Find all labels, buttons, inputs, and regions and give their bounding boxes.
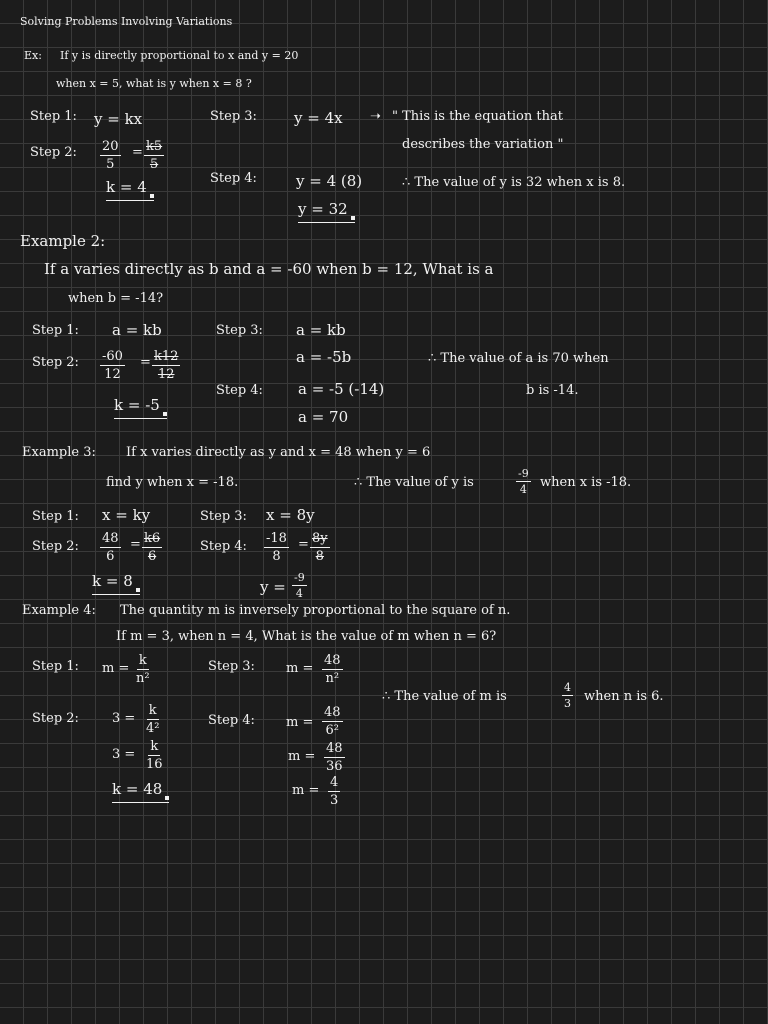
ex1-step3-equation: y = 4x [294,109,343,127]
ex3-problem-line1: If x varies directly as y and x = 48 when y = 6 [126,445,431,460]
ex2-step2-equals: = [140,355,151,370]
ex3-step1-equation: x = ky [102,506,151,524]
ex4-step4c-fraction: $\frac{4}{3}$ [330,775,339,808]
ex4-problem-line2: If m = 3, when n = 4, What is the value of m when n = 6? [116,629,497,644]
ex4-step3-label: Step 3: [208,659,255,674]
ex4-step1-label: Step 1: [32,659,79,674]
ex2-step2-fraction-left: $\frac{-60}{12}$ [102,349,123,382]
ex4-problem-line1: The quantity m is inversely proportional to the square of n. [120,603,511,618]
ex1-step3-note-line2: describes the variation " [402,137,564,152]
ex4-step2-fraction: $\frac{k}{\text{4²}}$ [146,703,160,736]
ex4-step3-lhs: m = [286,661,314,676]
ex3-conclusion-pre: ∴ The value of y is [354,475,474,490]
ex4-conclusion-post: when n is 6. [584,689,664,704]
ex1-step3-note-line1: " This is the equation that [392,109,563,124]
ex2-step1-equation: a = kb [112,321,162,339]
ex2-step1-label: Step 1: [32,323,79,338]
ex2-step4-result: a = 70 [298,408,349,426]
ex1-conclusion: ∴ The value of y is 32 when x is 8. [402,175,626,190]
ex2-problem-line1: If a varies directly as b and a = -60 when b = 12, What is a [44,260,494,278]
page-title: Solving Problems Involving Variations [20,15,233,28]
ex4-conclusion-pre: ∴ The value of m is [382,689,507,704]
ex4-step3-fraction: $\frac{48}{\text{n²}}$ [324,653,341,686]
ex4-k-value: k = 48 [112,782,169,800]
ex4-step2b-lhs: 3 = [112,747,136,762]
ex2-step4-label: Step 4: [216,383,263,398]
ex1-step4-result: y = 32 [298,202,355,220]
ex3-result-lhs: y = [260,578,286,596]
ex4-step1-lhs: m = [102,661,130,676]
arrow-right-icon: ➝ [370,109,381,124]
ex3-step3-label: Step 3: [200,509,247,524]
ex4-label: Example 4: [22,603,96,618]
ex1-step1-label: Step 1: [30,109,77,124]
ex2-step2-label: Step 2: [32,355,79,370]
ex2-problem-line2: when b = -14? [68,291,164,306]
ex1-problem-line2: when x = 5, what is y when x = 8 ? [56,77,252,90]
ex3-step1-label: Step 1: [32,509,79,524]
ex3-result-fraction: $\frac{-9}{4}$ [294,571,305,600]
ex2-conclusion-line2: b is -14. [526,383,579,398]
ex3-step4-equals: = [298,537,309,552]
ex4-step2b-fraction: $\frac{k}{16}$ [146,739,163,772]
ex4-step4b-fraction: $\frac{48}{36}$ [326,741,343,774]
ex4-step2-lhs: 3 = [112,711,136,726]
ex3-problem-line2: find y when x = -18. [106,475,239,490]
ex3-step2-fraction-left: $\frac{48}{6}$ [102,531,119,564]
ex3-label: Example 3: [22,445,96,460]
ex1-step3-label: Step 3: [210,109,257,124]
ex3-conclusion-fraction: $\frac{-9}{4}$ [518,467,529,496]
ex3-conclusion-post: when x is -18. [540,475,632,490]
ex4-step4c-lhs: m = [292,783,320,798]
ex4-step4-fraction: $\frac{48}{\text{6²}}$ [324,705,341,738]
ex3-step3-equation: x = 8y [266,506,315,524]
ex2-step2-fraction-right: $\frac{k12}{12}$ [154,349,179,382]
ex2-step3-label: Step 3: [216,323,263,338]
ex1-problem-line1: If y is directly proportional to x and y = 20 [60,49,299,62]
ex1-step2-equals: = [132,145,143,160]
ex1-step1-equation: y = kx [94,110,143,128]
ex4-step4-label: Step 4: [208,713,255,728]
ex4-step2-label: Step 2: [32,711,79,726]
ex1-step2-label: Step 2: [30,145,77,160]
ex4-step1-fraction: $\frac{k}{\text{n²}}$ [136,653,150,686]
ex1-k-value: k = 4 [106,180,154,198]
ex3-step2-fraction-right: $\frac{k6}{6}$ [144,531,161,564]
ex2-k-value: k = -5 [114,398,167,416]
ex2-step3-equation1: a = kb [296,321,346,339]
ex4-conclusion-fraction: $\frac{4}{3}$ [564,681,571,710]
ex2-conclusion-line1: ∴ The value of a is 70 when [428,351,609,366]
ex3-step4-fraction-left: $\frac{-18}{8}$ [266,531,287,564]
ex3-step4-label: Step 4: [200,539,247,554]
ex1-step4-equation: y = 4 (8) [296,172,363,190]
ex3-step4-fraction-right: $\frac{8y}{8}$ [312,531,328,564]
ex3-step2-equals: = [130,537,141,552]
ex1-label: Ex: [24,49,42,62]
ex4-step4b-lhs: m = [288,749,316,764]
ex1-step2-fraction-right: $\frac{k5}{5}$ [146,139,163,172]
ex1-step2-fraction-left: $\frac{20}{5}$ [102,139,119,172]
ex4-step4-lhs: m = [286,715,314,730]
ex3-step2-label: Step 2: [32,539,79,554]
ex1-step4-label: Step 4: [210,171,257,186]
ex3-k-value: k = 8 [92,574,140,592]
ex2-label: Example 2: [20,232,106,250]
ex2-step4-equation: a = -5 (-14) [298,380,385,398]
ex2-step3-equation2: a = -5b [296,348,352,366]
